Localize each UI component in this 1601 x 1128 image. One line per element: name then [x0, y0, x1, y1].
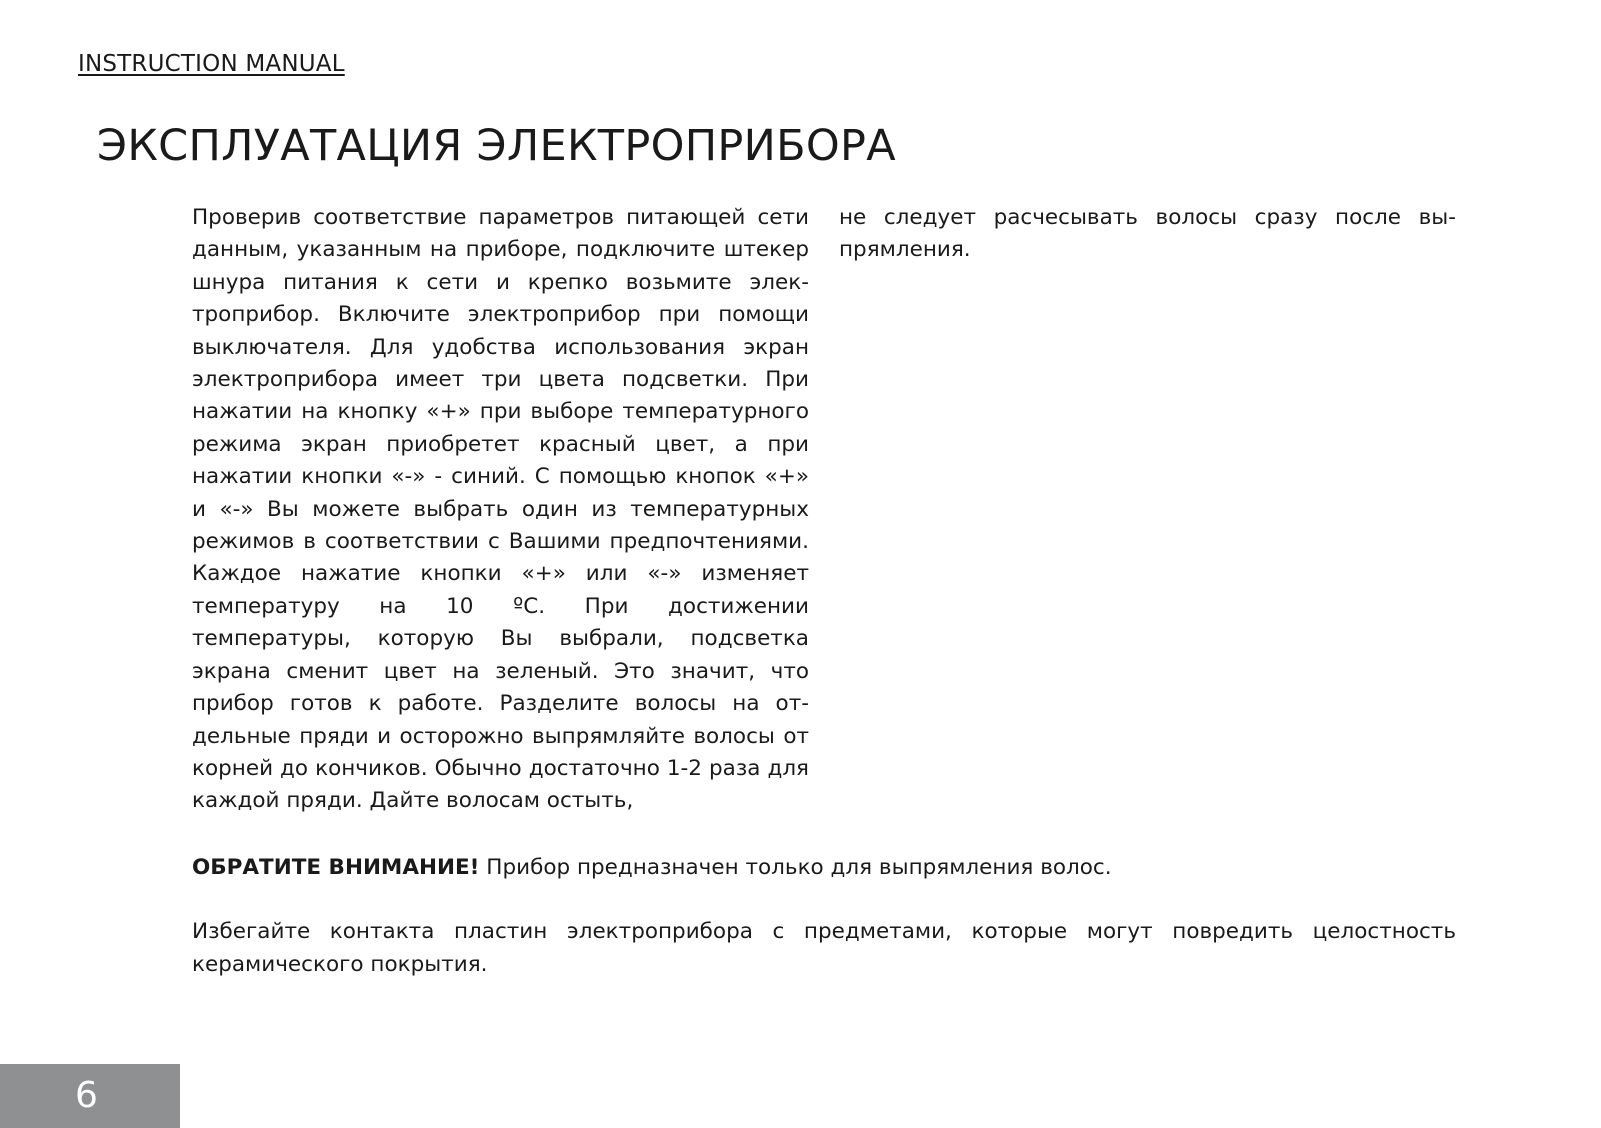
- body-column-right: не следует расчесывать волосы сразу после выпрямления.: [839, 205, 1456, 263]
- page-title: ЭКСПЛУАТАЦИЯ ЭЛЕКТРОПРИБОРА: [97, 121, 896, 171]
- notes-section: [192, 852, 1456, 981]
- warning-note: [192, 852, 1456, 884]
- warning-label: ОБРАТИТЕ ВНИМАНИЕ!: [192, 855, 480, 880]
- warning-text: Прибор предназначен только для выпрямления волос.: [479, 855, 1112, 880]
- body-columns: [192, 202, 1456, 818]
- caution-note: Избегайте контакта пластин электроприбора с предметами, которые могут повредить целостность керамического покрытия.: [192, 919, 1456, 977]
- body-column-left: Проверив соответствие параметров питающей сети данным, указанным на приборе, подключите штекер шнура питания к сети и крепко возьмите электроприбор. Включите электроприбор при помощи выключателя. Для удобства использования экран электроприбора имеет три цвета подсветки. При нажатии на кнопку «+» при выборе температурного режима экран приобретет красный цвет, а при нажатии кнопки «-» - синий. С помощью кнопок «+» и «-» Вы можете выбрать один из температурных режимов в соответствии с Вашими предпочтениями. Каждое нажатие кнопки «+» или «-» изменяет температуру на 10 ºС. При достижении температуры, которую Вы выбрали, подсветка экрана сменит цвет на зеленый. Это значит, что прибор готов к работе. Разделите волосы на отдельные пряди и осторожно выпрямляйте волосы от корней до кончиков. Обычно достаточно 1-2 раза для каждой пряди. Дайте волосам остыть,: [192, 205, 809, 814]
- page-number-box: [0, 1064, 180, 1128]
- page-number: 6: [75, 1075, 98, 1116]
- instruction-manual-label: INSTRUCTION MANUAL: [78, 51, 345, 77]
